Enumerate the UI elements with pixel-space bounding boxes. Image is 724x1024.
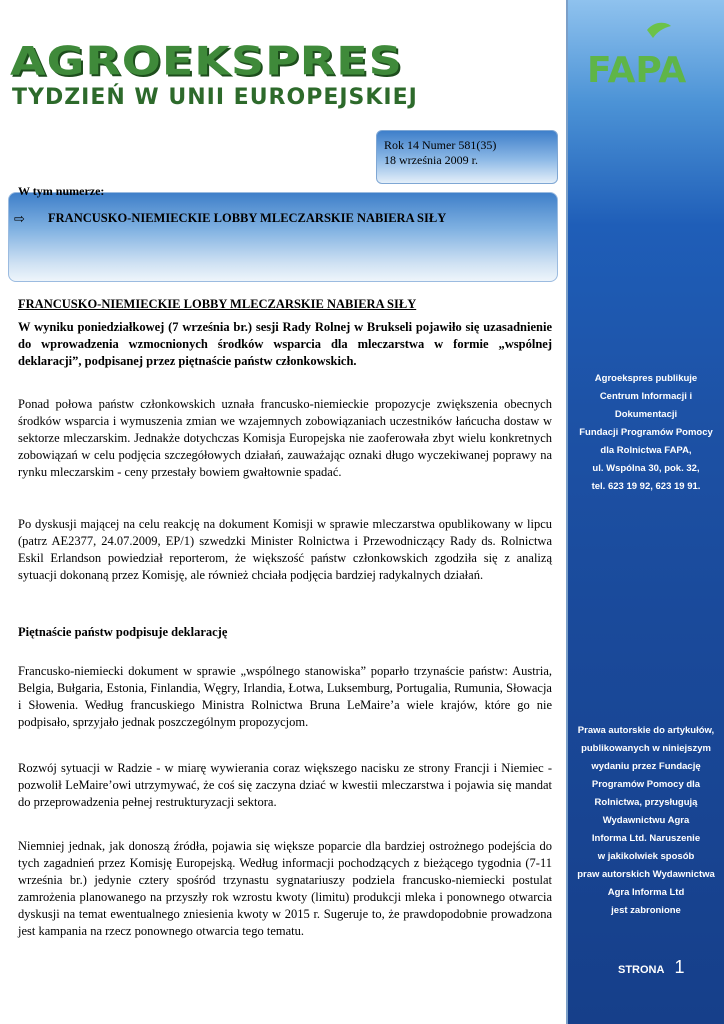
- issue-date: 18 września 2009 r.: [384, 153, 478, 167]
- copyright-line: Rolnictwa, przysługują: [594, 797, 698, 808]
- page-indicator: [618, 957, 684, 978]
- copyright-line: jest zabronione: [611, 905, 681, 916]
- publisher-line: dla Rolnictwa FAPA,: [600, 445, 692, 456]
- article-paragraph: Francusko-niemiecki dokument w sprawie „wspólnego stanowiska” poparło trzynaście państw: Austria, Belgia, Bułgaria, Estonia, Finlandia, Węgry, Irlandia, Łotwa, Luksemburg, Portugalia, Rumunia, Słowacja i Słowenia. Według francuskiego Ministra Rolnictwa Bruna LeMaire’a wiele krajów, które go nie podpisało, sprzyjało jednak poszczególnym propozycjom.: [18, 664, 552, 729]
- copyright-line: Programów Pomocy dla: [591, 779, 701, 790]
- copyright-line: Prawa autorskie do artykułów,: [577, 725, 715, 736]
- copyright-notice: [572, 722, 720, 920]
- copyright-line: w jakikolwiek sposób: [597, 851, 695, 862]
- publisher-info: [572, 370, 720, 496]
- copyright-line: Agra Informa Ltd: [607, 887, 685, 898]
- copyright-line: Wydawnictwu Agra: [602, 815, 690, 826]
- article-paragraph: Ponad połowa państw członkowskich uznała francusko-niemieckie propozycje zwiększenia obecnych środków wsparcia i wymuszenia zmian we wzajemnych zobowiązaniach uczestników łańcucha dostaw w sektorze mleczarskim. Jednakże dotychczas Komisja Europejska nie zaoferowała zbyt wielu konkretnych zobowiązań w celu podjęcia szczegółowych działań, zauważając oznaki długo wyczekiwanej poprawy na rynku mleczarskim - ceny przestały bowiem gwałtownie spadać.: [18, 397, 552, 479]
- toc-label: W tym numerze:: [18, 184, 105, 198]
- svg-text:FAPA: FAPA: [587, 50, 687, 90]
- issue-number: Rok 14 Numer 581(35): [384, 138, 497, 152]
- page-label: STRONA: [618, 964, 665, 976]
- newsletter-subtitle: TYDZIEŃ W UNII EUROPEJSKIEJ: [12, 85, 418, 110]
- publisher-line: ul. Wspólna 30, pok. 32,: [592, 463, 700, 474]
- article-paragraph: Rozwój sytuacji w Radzie - w miarę wywierania coraz większego nacisku ze strony Francji i Niemiec - pozwolił LeMaire’owi utrzymywać, że coś się zaczyna dziać w kwestii mleczarstwa i pojawia się mandat do przeprowadzenia pełnej restrukturyzacji sektora.: [18, 761, 552, 809]
- article-subheading: Piętnaście państw podpisuje deklarację: [18, 625, 228, 639]
- article-paragraph: Niemniej jednak, jak donoszą źródła, pojawia się większe poparcie dla bardziej ostrożnego podejścia do tych zagadnień przez Komisję Europejską. Według informacji pochodzących z bieżącego tygodnia (7-11 września br.) jedynie cztery spośród trzynastu sygnatariuszy podziela francusko-niemiecki postulat zamrożenia planowanego na przyszły rok wzrostu kwoty (limitu) produkcji mleka i ponownego otwarcia dyskusji na temat ewentualnego zniesienia kwoty w 2015 r. Sugeruje to, że prawdopodobnie prowadzona jest kampania na rzecz ponownego otwarcia tego tematu.: [18, 839, 552, 938]
- toc-item-link[interactable]: FRANCUSKO-NIEMIECKIE LOBBY MLECZARSKIE NABIERA SIŁY: [48, 211, 447, 225]
- article-paragraph: Po dyskusji mającej na celu reakcję na dokument Komisji w sprawie mleczarstwa opublikowany w lipcu (patrz AE2377, 24.07.2009, EP/1) szwedzki Minister Rolnictwa i Przewodniczący Rady ds. Rolnictwa Eskil Erlandson powiedział reporterom, że większość państw członkowskich zgodziła się z analizą sytuacji dokonaną przez Komisję, ale również chciała podjęcia bardziej radykalnych działań.: [18, 517, 552, 582]
- publisher-line: Fundacji Programów Pomocy: [579, 427, 713, 438]
- newsletter-title: AGROEKSPRES: [10, 38, 403, 84]
- copyright-line: Informa Ltd. Naruszenie: [591, 833, 701, 844]
- arrow-right-icon: ⇨: [14, 212, 25, 227]
- fapa-logo: [585, 20, 707, 90]
- publisher-line: tel. 623 19 92, 623 19 91.: [591, 481, 701, 492]
- article-lead: W wyniku poniedziałkowej (7 września br.) sesji Rady Rolnej w Brukseli pojawiło się uzasadnienie do wprowadzenia wzmocnionych środków wsparcia dla mleczarstwa w formie „wspólnej deklaracji”, podpisanej przez piętnaście państw członkowskich.: [18, 320, 552, 368]
- publisher-line: Centrum Informacji i Dokumentacji: [599, 391, 693, 420]
- fapa-logo-icon: [585, 20, 707, 90]
- copyright-line: wydaniu przez Fundację: [591, 761, 701, 772]
- publisher-line: Agroekspres publikuje: [594, 373, 698, 384]
- copyright-line: publikowanych w niniejszym: [581, 743, 711, 754]
- copyright-line: praw autorskich Wydawnictwa: [577, 869, 715, 880]
- toc-banner: [8, 192, 558, 282]
- article-headline: FRANCUSKO-NIEMIECKIE LOBBY MLECZARSKIE NABIERA SIŁY: [18, 297, 417, 311]
- page-number: 1: [674, 957, 685, 977]
